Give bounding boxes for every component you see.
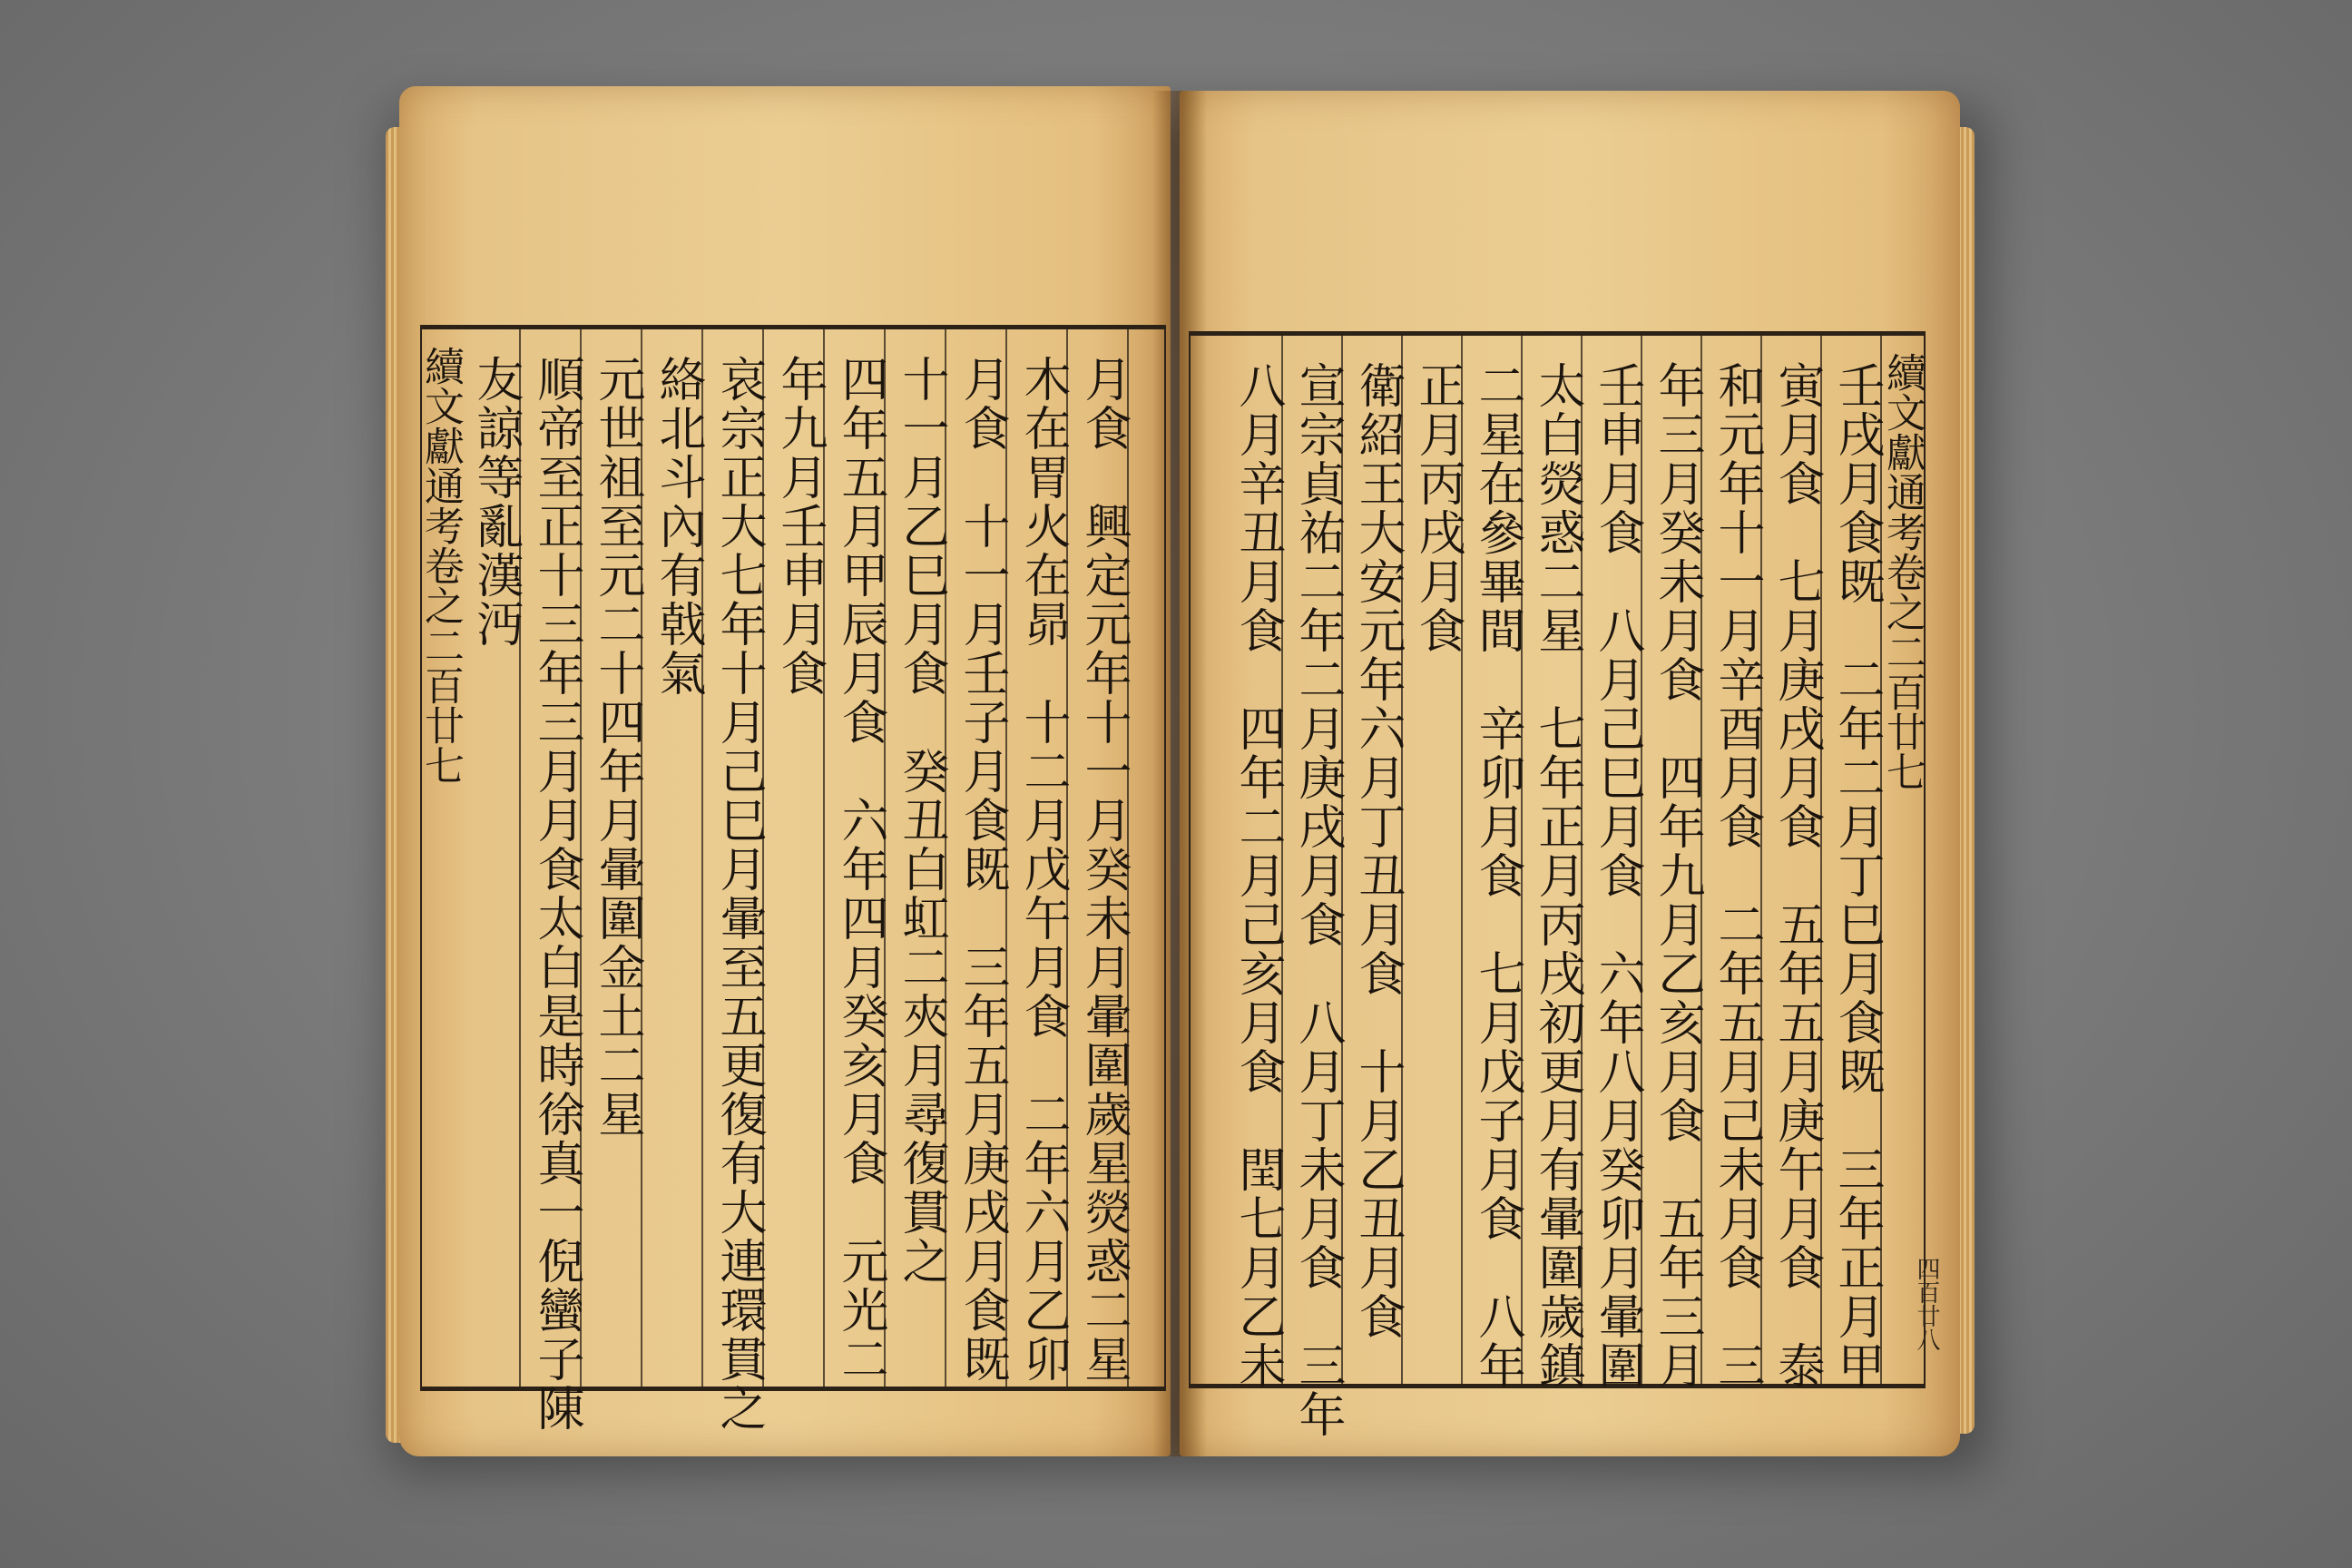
text-column: 八月辛丑月食 四年二月己亥月食 閏七月乙未 xyxy=(1223,336,1283,1384)
text-column: 正月丙戌月食 xyxy=(1403,336,1463,1384)
text-column: 年三月癸未月食 四年九月乙亥月食 五年三月 xyxy=(1642,336,1702,1384)
text-column: 四年五月甲辰月食 六年四月癸亥月食 元光二 xyxy=(825,329,886,1387)
text-column: 寅月食 七月庚戌月食 五年五月庚午月食 泰 xyxy=(1762,336,1822,1384)
text-column: 宣宗貞祐二年二月庚戌月食 八月丁未月食 三年 xyxy=(1283,336,1343,1384)
text-column: 哀宗正大七年十月己巳月暈至五更復有大連環貫之 xyxy=(703,329,764,1387)
text-column: 和元年十一月辛酉月食 二年五月己未月食 三 xyxy=(1702,336,1762,1384)
text-column: 壬申月食 八月己巳月食 六年八月癸卯月暈圍 xyxy=(1583,336,1642,1384)
text-column: 二星在參畢間 辛卯月食 七月戊子月食 八年 xyxy=(1463,336,1523,1384)
text-column: 元世祖至元二十四年月暈圍金土二星 xyxy=(582,329,642,1387)
folio-number: 四百廿八 xyxy=(1913,1257,1940,1351)
text-column: 衛紹王大安元年六月丁丑月食 十月乙丑月食 xyxy=(1343,336,1403,1384)
left-margin-title: 續文獻通考卷之二百廿七 xyxy=(417,346,464,785)
right-margin-title: 續文獻通考卷之二百廿七 xyxy=(1879,352,1926,791)
right-page-frame xyxy=(1189,331,1926,1439)
text-column: 順帝至正十三年三月月食太白是時徐真一倪蠻子陳 xyxy=(521,329,582,1387)
text-column: 十一月乙巳月食 癸丑白虹二夾月尋復貫之 xyxy=(886,329,946,1387)
text-column: 太白熒惑二星 七年正月丙戌初更月有暈圍歲鎮 xyxy=(1523,336,1583,1384)
text-column: 年九月壬申月食 xyxy=(764,329,825,1387)
text-column: 友諒等亂漢沔 xyxy=(460,329,521,1387)
text-column: 月食 興定元年十一月癸未月暈圍歲星熒惑二星 xyxy=(1068,329,1129,1387)
text-column: 月食 十一月壬子月食既 三年五月庚戌月食既 xyxy=(946,329,1007,1387)
left-page-frame xyxy=(417,325,1166,1433)
text-column: 木在胃火在昴 十二月戊午月食 二年六月乙卯 xyxy=(1007,329,1068,1387)
text-column: 壬戌月食既 二年二月丁巳月食既 三年正月甲 xyxy=(1822,336,1882,1384)
text-column: 絡北斗內有戟氣 xyxy=(642,329,703,1387)
